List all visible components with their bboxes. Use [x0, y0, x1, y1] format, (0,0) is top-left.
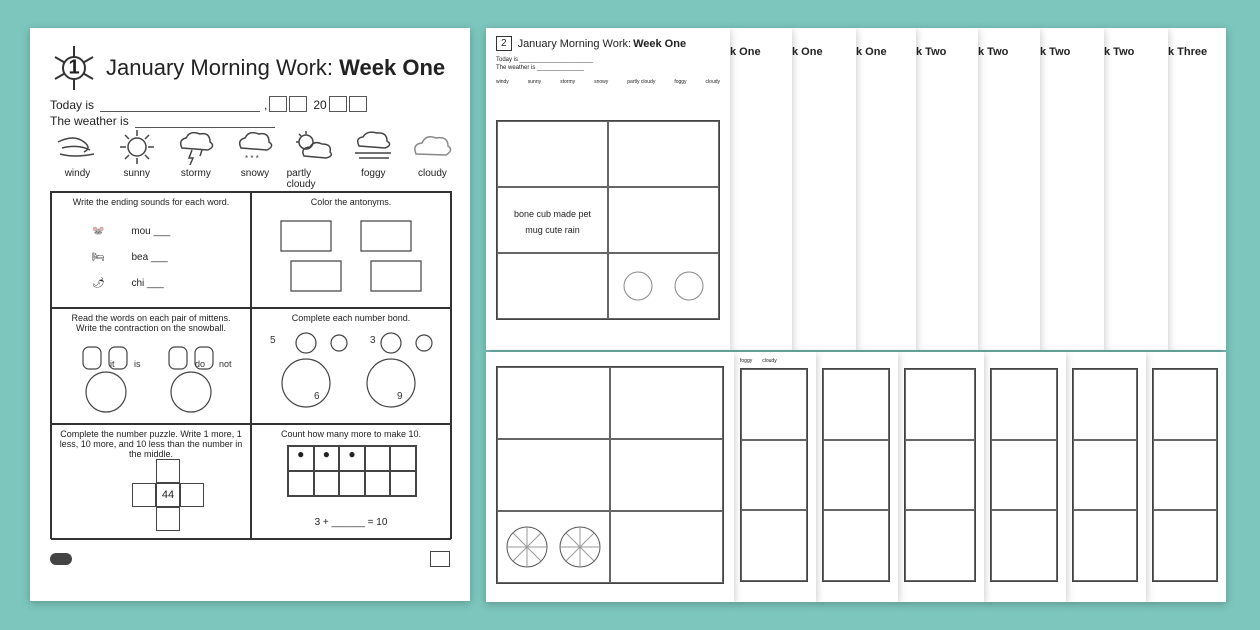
weather-partly-cloudy[interactable]: partly cloudy: [287, 128, 342, 190]
logo-icon: [430, 551, 450, 567]
sheet-strip-1: k One: [730, 28, 792, 350]
weather-options: [50, 128, 460, 190]
sheet-bottom-4: [898, 352, 984, 602]
sheet-strip-2: k One: [792, 28, 856, 350]
weather-stormy[interactable]: stormy: [168, 128, 223, 190]
weather-cloudy[interactable]: cloudy: [405, 128, 460, 190]
cell-antonyms: Color the antonyms.: [251, 192, 451, 308]
year-box[interactable]: [349, 96, 367, 112]
page-title: January Morning Work: Week One: [106, 55, 446, 80]
today-label: Today is: [50, 98, 95, 112]
year-box[interactable]: [329, 96, 347, 112]
snowman-icon: [261, 323, 441, 413]
logo-icon: [50, 553, 72, 565]
footer: [50, 551, 450, 571]
sheet-strip-7: k Two: [1104, 28, 1168, 350]
sheet-bottom-6: [1066, 352, 1146, 602]
cell-number-puzzle: Complete the number puzzle. Write 1 more, 1 less, 10 more, and 10 less than the number in the middle. 44: [51, 424, 251, 540]
date-field[interactable]: [100, 100, 260, 112]
sheet-strip-3: k One: [856, 28, 916, 350]
word-list: bone cub made pet mug cute rain: [497, 187, 608, 253]
day-badge: 1: [68, 56, 80, 79]
second-header: 2 January Morning Work: Week One: [496, 36, 720, 51]
weather-foggy[interactable]: foggy: [346, 128, 401, 190]
mittens-snowball-icon: [61, 337, 241, 417]
activity-grid: [50, 191, 452, 539]
clock-icon: [622, 270, 654, 302]
equation: 3 + ______ = 10: [314, 517, 388, 528]
sheet-bottom-7: [1146, 352, 1226, 602]
weather-field[interactable]: [135, 116, 275, 128]
year-prefix: 20: [313, 98, 327, 112]
main-worksheet: [30, 28, 470, 601]
clocks: [608, 253, 719, 319]
sheet-bottom-5: [984, 352, 1066, 602]
number-puzzle[interactable]: 44: [132, 459, 204, 531]
ten-frame[interactable]: ● ● ●: [287, 445, 417, 497]
cell-number-bond: Complete each number bond. 5 6 3 9: [251, 308, 451, 424]
second-grid: [496, 120, 720, 320]
weather-windy[interactable]: windy: [50, 128, 105, 190]
svg-text:* * *: * * *: [244, 154, 259, 163]
weather-sunny[interactable]: sunny: [109, 128, 164, 190]
weather-snowy[interactable]: * * * snowy: [227, 128, 282, 190]
pizza-icon: [558, 525, 602, 569]
sheet-strip-5: k Two: [978, 28, 1040, 350]
pizza-icon: [505, 525, 549, 569]
date-row: Today is , 20: [50, 96, 367, 112]
snowflake-icon: [50, 44, 98, 92]
day-box[interactable]: [289, 96, 307, 112]
second-weather-options: windy sunny stormy snowy partly cloudy foggy cloudy: [496, 79, 720, 85]
sheet-bottom-2: foggy cloudy: [734, 352, 816, 602]
mittens-icon[interactable]: [261, 211, 441, 301]
sheet-strip-6: k Two: [1040, 28, 1104, 350]
cell-ending-sounds: Write the ending sounds for each word. 🐭 mou ___ 🛏 bea ___ 🌶 chi ___: [51, 192, 251, 308]
day-box[interactable]: [269, 96, 287, 112]
weather-label: The weather is: [50, 114, 129, 128]
cell-contractions: Read the words on each pair of mittens. Write the contraction on the snowball. it is do not: [51, 308, 251, 424]
second-worksheet: 2 January Morning Work: Week One Today is ______________________ The weather is ______________ windy sunny stormy snowy partly cloudy foggy cloudy bone cub made pet mug cute rain: [486, 28, 730, 350]
sheet-strip-4: k Two: [916, 28, 978, 350]
sheet-bottom-1: [486, 352, 734, 602]
clock-icon: [673, 270, 705, 302]
weather-row: [50, 114, 275, 128]
sheet-strip-8: k Three: [1168, 28, 1226, 350]
sheet-bottom-3: [816, 352, 898, 602]
cell-ten-frame: Count how many more to make 10. ● ● ● 3 + ______ = 10: [251, 424, 451, 540]
worksheet-header: [50, 38, 460, 98]
